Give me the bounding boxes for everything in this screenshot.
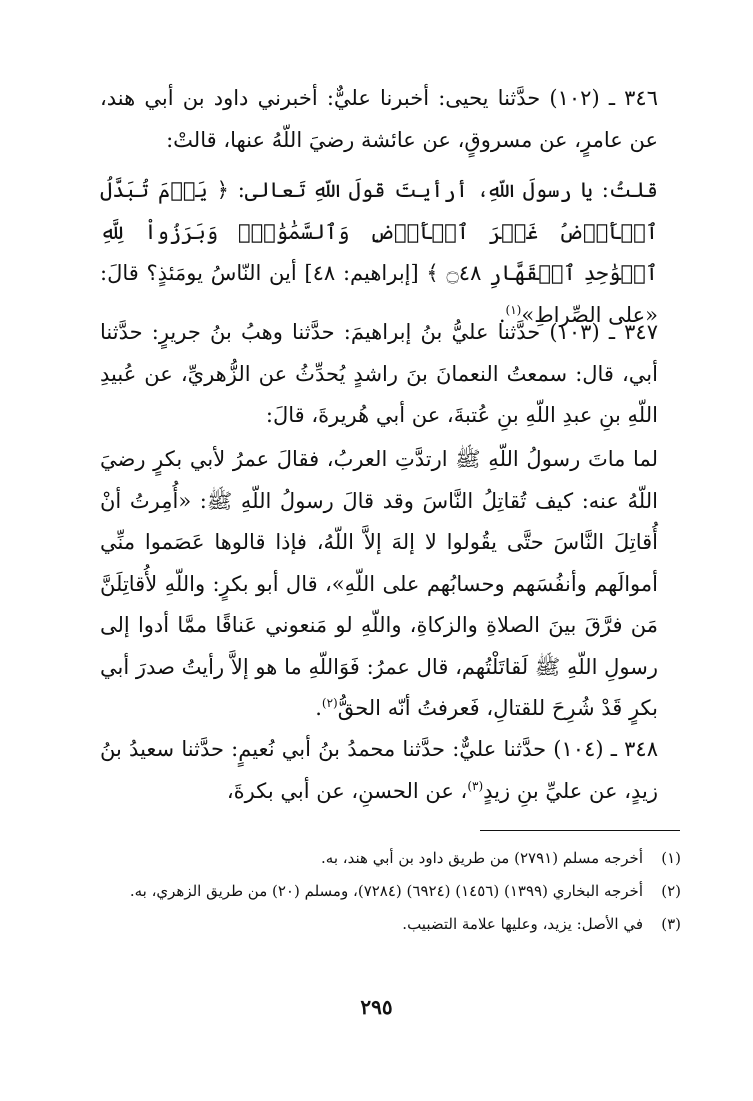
footnote-number: (١) <box>661 849 681 867</box>
hadith-347-matn <box>100 439 658 730</box>
hadith-346-matn-text: قلتُ: يا رسولَ اللّهِ، أرأيتَ قولَ اللّهِ تَعالى: ﴿ يَوۡمَ تُبَدَّلُ ٱلۡأَرۡضُ غَيۡرَ ٱلۡأَرۡضِ وَٱلسَّمَٰوَٰتُۖ وَبَرَزُواْ لِلَّهِ ٱلۡوَٰحِدِ ٱلۡقَهَّارِ ۝٤٨ ﴾ [إبراهيم: ٤٨] أين النّاسُ يومَئذٍ؟ قالَ: «على الصِّراطِ» <box>100 178 658 327</box>
hadith-348-isnad <box>100 729 658 812</box>
footnote-text: في الأصل: يزيد، وعليها علامة التضبيب. <box>402 915 643 933</box>
footnotes <box>100 842 681 941</box>
footnote <box>100 842 681 875</box>
page-number: ٢٩٥ <box>360 995 393 1019</box>
hadith-346-isnad: ٣٤٦ ـ (١٠٢) حدَّثنا يحيى: أخبرنا عليٌّ: أخبرني داود بن أبي هند، عن عامرٍ، عن مسروقٍ، عن عائشة رضيَ اللّهُ عنها، قالتْ: <box>100 86 658 152</box>
hadith-347-matn-text: لما ماتَ رسولُ اللّهِ ﷺ ارتدَّتِ العربُ، فقالَ عمرُ لأبي بكرٍ رضيَ اللّهُ عنه: كيف تُقاتِلُ النَّاسَ وقد قالَ رسولُ اللّهِ ﷺ: «أُمِرتُ أنْ أُقاتِلَ النَّاسَ حتَّى يقُولوا لا إلهَ إلاَّ اللّهُ، فإذا قالوها عَصَموا منِّي أموالَهم وأنفُسَهم وحسابُهم على اللّهِ»، قال أبو بكرٍ: واللّهِ لأُقاتِلَنَّ مَن فرَّقَ بينَ الصلاةِ والزكاةِ، واللّهِ لو مَنعوني عَناقًا ممَّا أدوا إلى رسولِ اللّهِ ﷺ لَقاتَلْتُهم، قال عمرُ: فَوَاللّهِ ما هو إلاَّ رأيتُ صدرَ أبي بكرٍ قَدْ شُرِحَ للقتالِ، فَعرفتُ أنّه الحقُّ <box>100 447 658 720</box>
hadith-347-matn-end: . <box>315 696 322 720</box>
footnote-text: أخرجه مسلم (٢٧٩١) من طريق داود بن أبي هند، به. <box>321 849 643 867</box>
footnote-ref-2: (٢) <box>321 696 338 710</box>
footnote <box>100 908 681 941</box>
footnote-number: (٣) <box>661 915 681 933</box>
footnote <box>100 875 681 908</box>
hadith-348-isnad-text: ٣٤٨ ـ (١٠٤) حدَّثنا عليٌّ: حدَّثنا محمدُ بنُ أبي نُعيمٍ: حدَّثنا سعيدُ بنُ زيدٍ، عن عليِّ بنِ زيدٍ <box>100 737 658 803</box>
footnote-divider <box>480 830 680 831</box>
footnote-number: (٢) <box>661 882 681 900</box>
footnote-ref-3: (٣) <box>467 778 484 793</box>
hadith-348-isnad-end: ، عن الحسنِ، عن أبي بكرةَ، <box>226 778 468 803</box>
footnote-text: أخرجه البخاري (١٣٩٩) (١٤٥٦) (٦٩٢٤) (٧٢٨٤)، ومسلم (٢٠) من طريق الزهري، به. <box>129 882 643 900</box>
hadith-347-isnad: ٣٤٧ ـ (١٠٣) حدَّثنا عليُّ بنُ إبراهيمَ: حدَّثنا وهبُ بنُ جريرٍ: حدَّثنا أبي، قال: سمعتُ النعمانَ بنَ راشدٍ يُحدِّثُ عن الزُّهريِّ، عن عُبيدِ اللّهِ بنِ عبدِ اللّهِ بنِ عُتبةَ، عن أبي هُريرةَ، قالَ: <box>100 320 658 427</box>
hadith-346-matn-end: . <box>498 302 506 327</box>
footnote-ref-1: (١) <box>505 302 522 317</box>
